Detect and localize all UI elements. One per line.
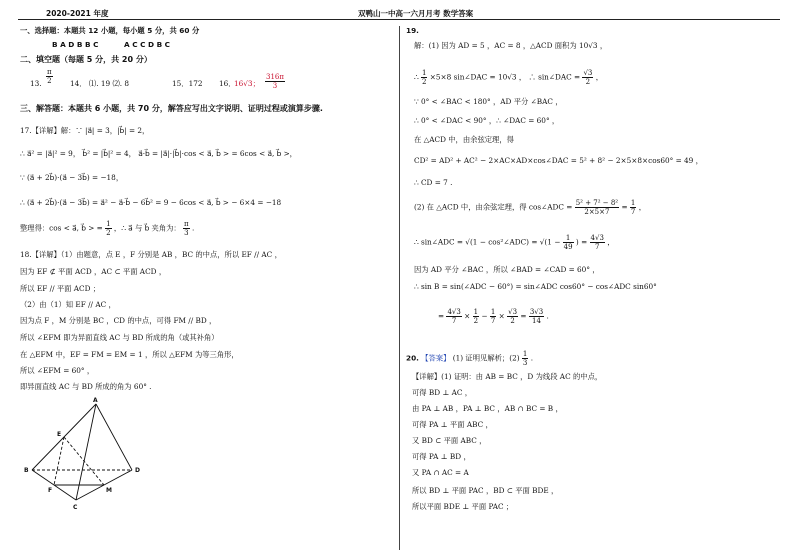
answer-13-value: $\frac{\pi}{2}$ [47, 68, 52, 85]
q18-line-2: 因为 EF ⊄ 平面 ACD ，AC ⊂ 平面 ACD ， [20, 267, 167, 276]
label-m: M [106, 487, 112, 494]
q18-line-3: 所以 EF // 平面 ACD ； [20, 284, 101, 293]
answer-14: 14． ⑴. 19 ⑵. 8 [70, 79, 130, 88]
section-2-title: 二、填空题（每题 5 分，共 20 分） [20, 55, 152, 64]
q20-line-10: 所以平面 BDE ⊥ 平面 PAC ； [412, 502, 514, 511]
edge-ad [96, 404, 132, 470]
edge-ac [76, 404, 96, 500]
q18-line-9: 即异面直线 AC 与 BD 所成的角为 60° . [20, 382, 152, 391]
label-d: D [135, 467, 140, 474]
q19-line-3: ∵ 0° < ∠BAC < 180° ，AD 平分 ∠BAC ， [414, 97, 563, 106]
section-1-answers-a: B A D B B C [52, 40, 99, 49]
tetrahedron-figure [20, 394, 150, 514]
q19-line-4: ∴ 0° < ∠DAC < 90° ，∴ ∠DAC = 60° ， [414, 116, 560, 125]
q20-line-8: 又 PA ∩ AC = A [412, 468, 469, 477]
q20-line-2: 【详解】(1) 证明：由 AB = BC ，D 为线段 AC 的中点， [412, 372, 603, 381]
segment-em [64, 437, 104, 485]
q19-line-6: CD² = AD² + AC² − 2×AC×AD×cos∠DAC = 5² + 8² − 2×5×8×cos60° = 49 ， [414, 156, 703, 165]
answer-15: 15．172 [172, 79, 203, 88]
q18-line-6: 所以 ∠EFM 即为异面直线 AC 与 BD 所成的角（或其补角） [20, 333, 219, 342]
q17-line-4: ∴ (a⃗ + 2b⃗)·(a⃗ − 3b⃗) = a⃗² − a⃗·b⃗ − 6b⃗² = 9 − 6cos < a⃗, b⃗ > − 6×4 = −18 [20, 198, 282, 207]
q19-line-8: (2) 在 △ACD 中，由余弦定理，得 cos∠ADC = $\frac{\text{5² + 7² − 8²}}{2\times 5\times 7}$ = $\frac{1}{7}$ ， [414, 199, 646, 216]
q18-line-5: 因为点 F ，M 分别是 BC ，CD 的中点，可得 FM // BD ， [20, 316, 217, 325]
q19-line-9: ∴ sin∠ADC = √(1 − cos²∠ADC) = √(1 − $\frac{1}{49}$ ) = $\frac{4√3}{7}$ ， [414, 234, 615, 251]
answer-16-label: 16． [219, 79, 236, 88]
q20-line-9: 所以 BD ⊥ 平面 PAC ，BD ⊂ 平面 BDE ， [412, 486, 559, 495]
q18-line-8: 所以 ∠EFM = 60° ， [20, 366, 95, 375]
q20-line-3: 可得 BD ⊥ AC ， [412, 388, 473, 397]
q20-line-1: 20. 【答案】 (1) 证明见解析；(2) $\frac{1}{3}$ . [406, 350, 534, 367]
right-column [400, 0, 794, 560]
answer-16-a: 16√3； [234, 79, 260, 88]
label-c: C [73, 504, 78, 511]
section-1-answers-b: A C C D B C [124, 40, 171, 49]
section-1-title: 一、选择题：本题共 12 小题，每小题 5 分，共 60 分 [20, 26, 200, 35]
q17-line-3: ∵ (a⃗ + 2b⃗)·(a⃗ − 3b⃗) = −18， [20, 173, 124, 182]
label-f: F [48, 487, 53, 494]
q20-line-4: 由 PA ⊥ AB ，PA ⊥ BC ，AB ∩ BC = B ， [412, 404, 563, 413]
section-3-title: 三、解答题：本题共 6 小题，共 70 分，解答应写出文字说明、证明过程或演算步骤. [20, 104, 323, 113]
label-a: A [93, 397, 98, 404]
label-b: B [24, 467, 29, 474]
segment-ef [54, 437, 64, 485]
q19-line-11: ∴ sin B = sin(∠ADC − 60°) = sin∠ADC cos60° − cos∠ADC sin60° [414, 282, 657, 291]
q17-line-2: ∴ a⃗² = |a⃗|² = 9， b⃗² = |b⃗|² = 4， a⃗·b⃗ = |a⃗|·|b⃗|·cos < a⃗, b⃗ > = 6cos < a⃗, b⃗ >， [20, 149, 297, 158]
q19-line-5: 在 △ACD 中，由余弦定理，得 [414, 135, 514, 144]
q20-line-6: 又 BD ⊂ 平面 ABC ， [412, 436, 487, 445]
q17-line-5: 整理得：cos < a⃗, b⃗ > = $\frac{1}{2}$ ，∴ a⃗ 与 b⃗ 夹角为： $\frac{\pi}{3}$ . [20, 220, 195, 237]
answer-13-label: 13. [30, 79, 42, 88]
q17-line-1: 17.【详解】解：∵ |a⃗| = 3，|b⃗| = 2， [20, 126, 150, 135]
q20-line-5: 可得 PA ⊥ 平面 ABC ， [412, 420, 493, 429]
header-title: 双鸭山一中高一六月月考 数学答案 [358, 9, 474, 18]
label-e: E [57, 431, 62, 438]
q19-line-1: 解：(1) 因为 AD = 5 ，AC = 8 ，△ACD 面积为 10√3 ， [414, 41, 608, 50]
q20-line-7: 可得 PA ⊥ BD ， [412, 452, 471, 461]
q19-line-12: = $\frac{4√3}{7}$ × $\frac{1}{2}$ − $\frac{1}{7}$ × $\frac{√3}{2}$ = $\frac{3√3}{14}$ . [438, 308, 549, 325]
q19-line-10: 因为 AD 平分 ∠BAC ，所以 ∠BAD = ∠CAD = 60° ， [414, 265, 600, 274]
q19-line-7: ∴ CD = 7 . [414, 178, 453, 187]
answer-16-b: $\frac{316\pi}{3}$ [266, 73, 284, 90]
q18-line-4: （2）由（1）知 EF // AC ， [20, 300, 116, 309]
header-year: 2020-2021 年度 [46, 9, 109, 18]
q18-line-7: 在 △EFM 中，EF = FM = EM = 1 ，所以 △EFM 为等三角形， [20, 350, 239, 359]
q19-title: 19. [406, 26, 419, 35]
q18-line-1: 18.【详解】（1）由题意，点 E ，F 分别是 AB ，BC 的中点，所以 EF // AC ， [20, 250, 282, 259]
q19-line-2: ∴ $\frac{1}{2}$ ×5×8 sin∠DAC = 10√3 ， ∴ sin∠DAC = $\frac{√3}{2}$ ， [414, 69, 603, 86]
